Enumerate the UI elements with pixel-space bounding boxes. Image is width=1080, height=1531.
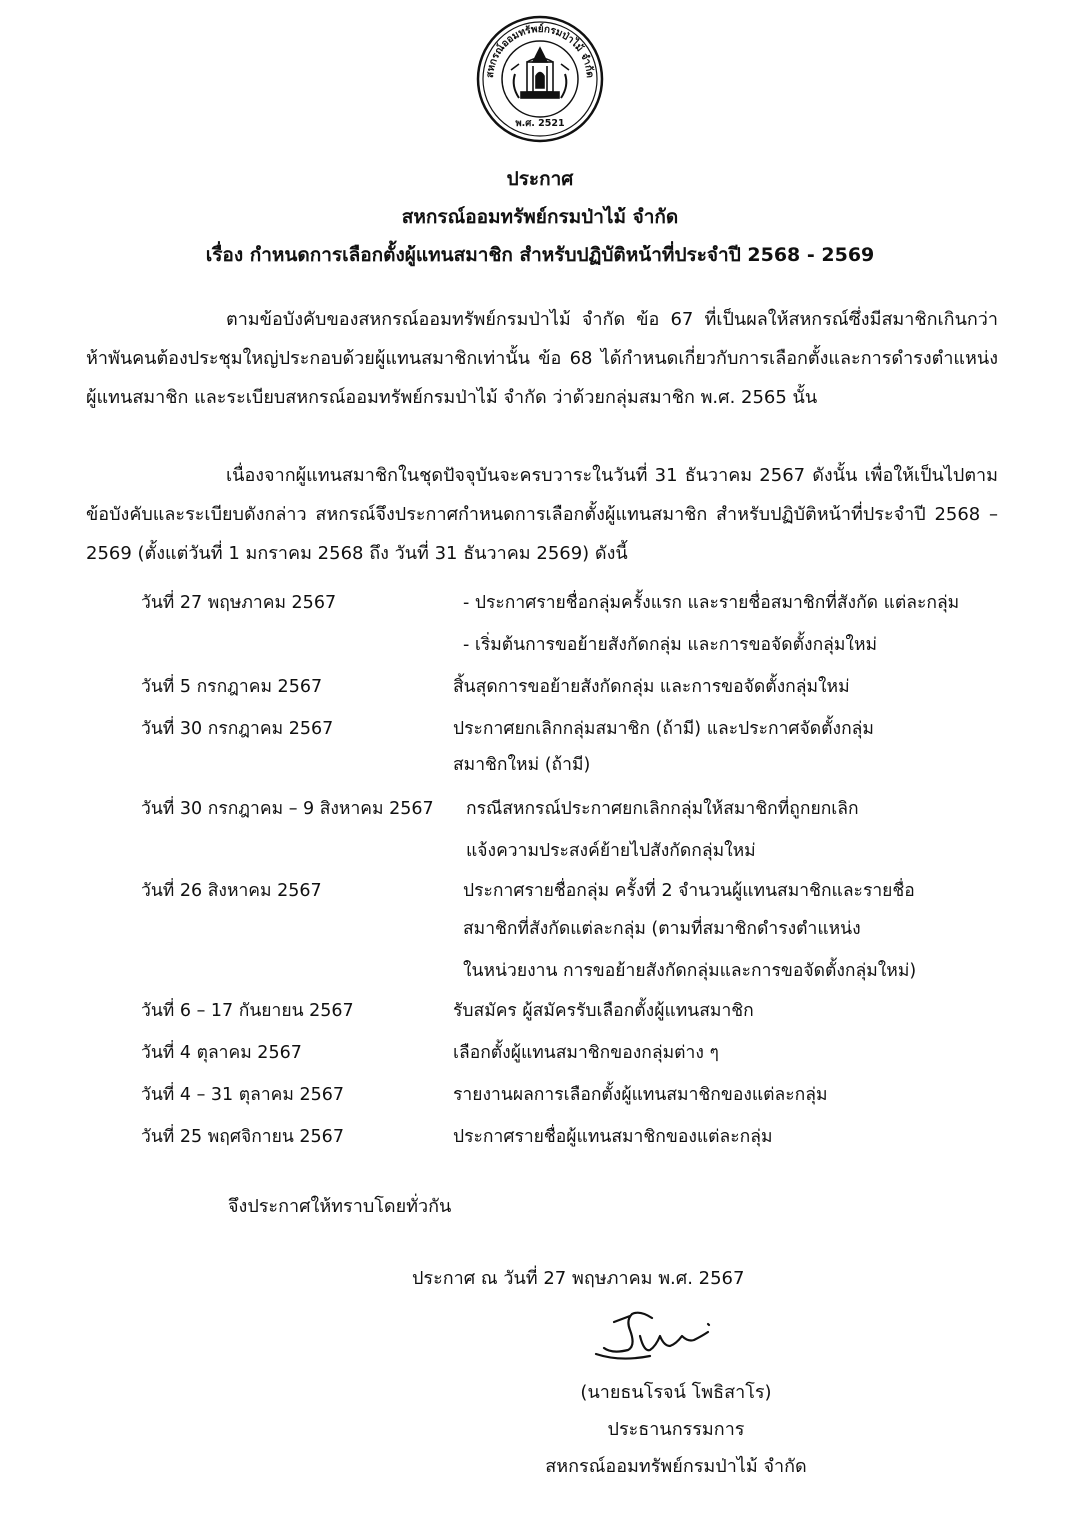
schedule-date: วันที่ 5 กรกฎาคม 2567 bbox=[141, 677, 323, 697]
schedule-detail: สมาชิกใหม่ (ถ้ามี) bbox=[453, 755, 591, 775]
paragraph-reason-text: เนื่องจากผู้แทนสมาชิกในชุดปัจจุบันจะครบวาระในวันที่ 31 ธันวาคม 2567 ดังนั้น เพื่อให้เป็นไปตามข้อบังคับและระเบียบดังกล่าว สหกรณ์จึงประกาศกำหนดการเลือกตั้งผู้แทนสมาชิก สำหรับปฏิบัติหน้าที่ประจำปี 2568 – 2569 (ตั้งแต่วันที่ 1 มกราคม 2568 ถึง วันที่ 31 ธันวาคม 2569) ดังนี้ bbox=[86, 465, 998, 564]
schedule-detail: ประกาศรายชื่อผู้แทนสมาชิกของแต่ละกลุ่ม bbox=[453, 1127, 773, 1147]
schedule-date: วันที่ 4 – 31 ตุลาคม 2567 bbox=[141, 1085, 344, 1105]
signature-icon bbox=[590, 1306, 725, 1368]
closing-statement: จึงประกาศให้ทราบโดยทั่วกัน bbox=[228, 1196, 452, 1217]
schedule-detail: รับสมัคร ผู้สมัครรับเลือกตั้งผู้แทนสมาชิก bbox=[453, 1001, 754, 1021]
schedule-detail: ประกาศรายชื่อกลุ่ม ครั้งที่ 2 จำนวนผู้แทนสมาชิกและรายชื่อ bbox=[463, 881, 915, 901]
schedule-detail: เลือกตั้งผู้แทนสมาชิกของกลุ่มต่าง ๆ bbox=[453, 1043, 719, 1063]
schedule-detail: สมาชิกที่สังกัดแต่ละกลุ่ม (ตามที่สมาชิกดำรงตำแหน่ง bbox=[463, 919, 861, 939]
schedule-detail: สิ้นสุดการขอย้ายสังกัดกลุ่ม และการขอจัดตั้งกลุ่มใหม่ bbox=[453, 677, 850, 697]
signer-position: ประธานกรรมการ bbox=[607, 1419, 745, 1440]
schedule-date: วันที่ 30 กรกฎาคม – 9 สิงหาคม 2567 bbox=[141, 799, 434, 819]
schedule-date: วันที่ 26 สิงหาคม 2567 bbox=[141, 881, 322, 901]
schedule-detail: กรณีสหกรณ์ประกาศยกเลิกกลุ่มให้สมาชิกที่ถูกยกเลิก bbox=[466, 799, 859, 819]
schedule-detail: รายงานผลการเลือกตั้งผู้แทนสมาชิกของแต่ละกลุ่ม bbox=[453, 1085, 828, 1105]
seal-top-text: สหกรณ์ออมทรัพย์กรมป่าไม้ จำกัด bbox=[484, 23, 596, 79]
schedule-detail: - เริ่มต้นการขอย้ายสังกัดกลุ่ม และการขอจัดตั้งกลุ่มใหม่ bbox=[463, 635, 878, 655]
announcement-date: ประกาศ ณ วันที่ 27 พฤษภาคม พ.ศ. 2567 bbox=[412, 1268, 745, 1289]
schedule-detail: แจ้งความประสงค์ย้ายไปสังกัดกลุ่มใหม่ bbox=[466, 841, 756, 861]
schedule-detail: ประกาศยกเลิกกลุ่มสมาชิก (ถ้ามี) และประกาศจัดตั้งกลุ่ม bbox=[453, 719, 874, 739]
organization-name: สหกรณ์ออมทรัพย์กรมป่าไม้ จำกัด bbox=[401, 206, 679, 228]
seal-year-text: พ.ศ. 2521 bbox=[515, 118, 565, 129]
schedule-date: วันที่ 30 กรกฎาคม 2567 bbox=[141, 719, 334, 739]
signer-name: (นายธนโรจน์ โพธิสาโร) bbox=[580, 1382, 772, 1403]
paragraph-intro-text: ตามข้อบังคับของสหกรณ์ออมทรัพย์กรมป่าไม้ จำกัด ข้อ 67 ที่เป็นผลให้สหกรณ์ซึ่งมีสมาชิกเกินกว่าห้าพันคนต้องประชุมใหญ่ประกอบด้วยผู้แทนสมาชิกเท่านั้น ข้อ 68 ได้กำหนดเกี่ยวกับการเลือกตั้งและการดำรงตำแหน่งผู้แทนสมาชิก และระเบียบสหกรณ์ออมทรัพย์กรมป่าไม้ จำกัด ว่าด้วยกลุ่มสมาชิก พ.ศ. 2565 นั้น bbox=[86, 309, 998, 408]
document-subject: เรื่อง กำหนดการเลือกตั้งผู้แทนสมาชิก สำหรับปฏิบัติหน้าที่ประจำปี 2568 - 2569 bbox=[205, 244, 875, 266]
schedule-date: วันที่ 27 พฤษภาคม 2567 bbox=[141, 593, 337, 613]
schedule-date: วันที่ 6 – 17 กันยายน 2567 bbox=[141, 1001, 354, 1021]
schedule-date: วันที่ 4 ตุลาคม 2567 bbox=[141, 1043, 302, 1063]
schedule-detail: ในหน่วยงาน การขอย้ายสังกัดกลุ่มและการขอจัดตั้งกลุ่มใหม่) bbox=[463, 961, 917, 981]
schedule-detail: - ประกาศรายชื่อกลุ่มครั้งแรก และรายชื่อสมาชิกที่สังกัด แต่ละกลุ่ม bbox=[463, 593, 960, 613]
schedule-date: วันที่ 25 พฤศจิกายน 2567 bbox=[141, 1127, 344, 1147]
signer-organization: สหกรณ์ออมทรัพย์กรมป่าไม้ จำกัด bbox=[545, 1456, 807, 1477]
document-title: ประกาศ bbox=[506, 168, 574, 190]
